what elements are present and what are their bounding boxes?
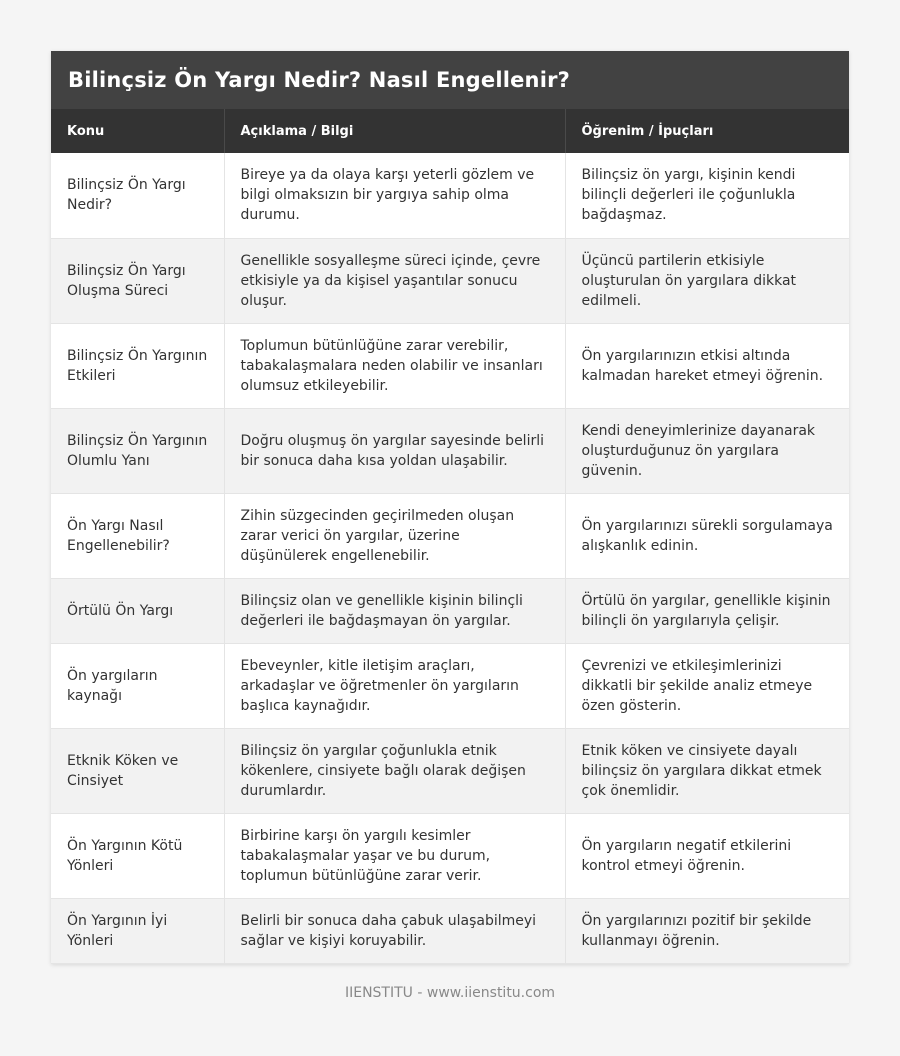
cell-topic: Örtülü Ön Yargı — [51, 578, 224, 643]
cell-tip: Çevrenizi ve etkileşimlerinizi dikkatli bir şekilde analiz etmeye özen gösterin. — [565, 643, 849, 728]
table-row — [51, 493, 849, 578]
table-row — [51, 898, 849, 963]
cell-info: Birbirine karşı ön yargılı kesimler tabakalaşmalar yaşar ve bu durum, toplumun bütünlüğüne zarar verir. — [224, 813, 565, 898]
table-row — [51, 408, 849, 493]
cell-info: Bilinçsiz olan ve genellikle kişinin bilinçli değerleri ile bağdaşmayan ön yargılar. — [224, 578, 565, 643]
cell-info: Doğru oluşmuş ön yargılar sayesinde belirli bir sonuca daha kısa yoldan ulaşabilir. — [224, 408, 565, 493]
table-row — [51, 153, 849, 238]
column-header-info: Açıklama / Bilgi — [224, 109, 565, 153]
cell-tip: Kendi deneyimlerinize dayanarak oluşturduğunuz ön yargılara güvenin. — [565, 408, 849, 493]
cell-topic: Etknik Köken ve Cinsiyet — [51, 728, 224, 813]
cell-topic: Ön Yargının Kötü Yönleri — [51, 813, 224, 898]
table-row — [51, 813, 849, 898]
cell-topic: Bilinçsiz Ön Yargının Etkileri — [51, 323, 224, 408]
cell-tip: Ön yargılarınızı pozitif bir şekilde kullanmayı öğrenin. — [565, 898, 849, 963]
column-header-tips: Öğrenim / İpuçları — [565, 109, 849, 153]
footer-credit: IIENSTITU - www.iienstitu.com — [344, 985, 556, 1001]
cell-info: Genellikle sosyalleşme süreci içinde, çevre etkisiyle ya da kişisel yaşantılar sonucu oluşur. — [224, 238, 565, 323]
cell-info: Zihin süzgecinden geçirilmeden oluşan zarar verici ön yargılar, üzerine düşünülerek engellenebilir. — [224, 493, 565, 578]
table-row — [51, 578, 849, 643]
cell-tip: Ön yargılarınızı sürekli sorgulamaya alışkanlık edinin. — [565, 493, 849, 578]
cell-topic: Bilinçsiz Ön Yargı Nedir? — [51, 153, 224, 238]
table-row — [51, 238, 849, 323]
cell-topic: Ön yargıların kaynağı — [51, 643, 224, 728]
page-title: Bilinçsiz Ön Yargı Nedir? Nasıl Engellenir? — [68, 68, 571, 92]
cell-info: Bilinçsiz ön yargılar çoğunlukla etnik kökenlere, cinsiyete bağlı olarak değişen durumlardır. — [224, 728, 565, 813]
info-table — [51, 109, 849, 964]
cell-info: Bireye ya da olaya karşı yeterli gözlem ve bilgi olmaksızın bir yargıya sahip olma durumu. — [224, 153, 565, 238]
cell-tip: Örtülü ön yargılar, genellikle kişinin bilinçli ön yargılarıyla çelişir. — [565, 578, 849, 643]
cell-info: Toplumun bütünlüğüne zarar verebilir, tabakalaşmalara neden olabilir ve insanları olumsuz etkileyebilir. — [224, 323, 565, 408]
cell-tip: Ön yargıların negatif etkilerini kontrol etmeyi öğrenin. — [565, 813, 849, 898]
title-bar — [51, 51, 849, 109]
content-card — [51, 51, 849, 964]
cell-info: Belirli bir sonuca daha çabuk ulaşabilmeyi sağlar ve kişiyi koruyabilir. — [224, 898, 565, 963]
cell-tip: Etnik köken ve cinsiyete dayalı bilinçsiz ön yargılara dikkat etmek çok önemlidir. — [565, 728, 849, 813]
cell-tip: Bilinçsiz ön yargı, kişinin kendi bilinçli değerleri ile çoğunlukla bağdaşmaz. — [565, 153, 849, 238]
cell-topic: Bilinçsiz Ön Yargı Oluşma Süreci — [51, 238, 224, 323]
cell-tip: Üçüncü partilerin etkisiyle oluşturulan ön yargılara dikkat edilmeli. — [565, 238, 849, 323]
table-header-row — [51, 109, 849, 153]
cell-topic: Bilinçsiz Ön Yargının Olumlu Yanı — [51, 408, 224, 493]
table-row — [51, 728, 849, 813]
cell-topic: Ön Yargının İyi Yönleri — [51, 898, 224, 963]
column-header-topic: Konu — [51, 109, 224, 153]
table-row — [51, 643, 849, 728]
cell-topic: Ön Yargı Nasıl Engellenebilir? — [51, 493, 224, 578]
cell-info: Ebeveynler, kitle iletişim araçları, arkadaşlar ve öğretmenler ön yargıların başlıca kaynağıdır. — [224, 643, 565, 728]
cell-tip: Ön yargılarınızın etkisi altında kalmadan hareket etmeyi öğrenin. — [565, 323, 849, 408]
table-row — [51, 323, 849, 408]
